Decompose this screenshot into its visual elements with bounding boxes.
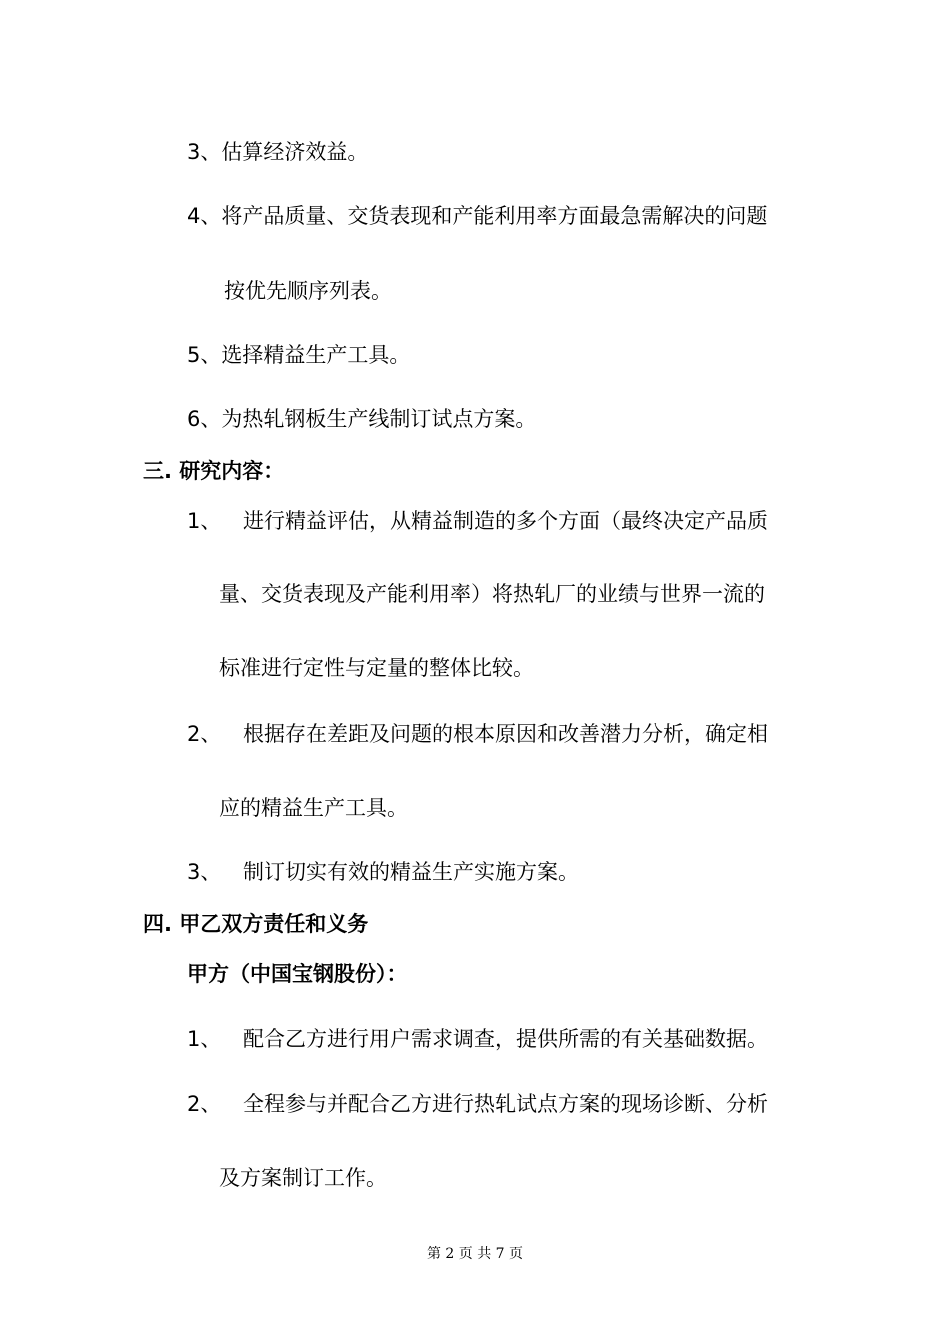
list-item-number: 3、	[187, 860, 222, 884]
list-item-text: 进行精益评估，从精益制造的多个方面（最终决定产品质	[243, 509, 768, 533]
list-item-continuation: 按优先顺序列表。	[224, 279, 392, 303]
page-number-footer: 第 2 页 共 7 页	[426, 1246, 524, 1262]
list-item-text: 全程参与并配合乙方进行热轧试点方案的现场诊断、分析	[243, 1092, 768, 1116]
list-item-text: 制订切实有效的精益生产实施方案。	[243, 860, 579, 884]
list-item-number: 1、	[187, 509, 222, 533]
list-item-text: 配合乙方进行用户需求调查，提供所需的有关基础数据。	[243, 1027, 768, 1051]
list-item-text: 根据存在差距及问题的根本原因和改善潜力分析，确定相	[243, 722, 768, 746]
list-item-text: 应的精益生产工具。	[219, 796, 408, 820]
party-a-heading: 甲方（中国宝钢股份）：	[187, 962, 408, 986]
list-item-text: 及方案制订工作。	[219, 1166, 387, 1190]
list-item-number: 2、	[187, 1092, 222, 1116]
list-item: 3、估算经济效益。	[187, 140, 369, 164]
section-heading-research-content: 三. 研究内容：	[143, 459, 285, 483]
list-item-text: 量、交货表现及产能利用率）将热轧厂的业绩与世界一流的	[219, 582, 765, 606]
list-item-number: 1、	[187, 1027, 222, 1051]
list-item-text: 标准进行定性与定量的整体比较。	[219, 656, 534, 680]
list-item-number: 2、	[187, 722, 222, 746]
list-item: 6、为热轧钢板生产线制订试点方案。	[187, 407, 537, 431]
list-item: 4、将产品质量、交货表现和产能利用率方面最急需解决的问题	[187, 204, 768, 228]
section-heading-responsibilities: 四. 甲乙双方责任和义务	[143, 912, 369, 936]
list-item: 5、选择精益生产工具。	[187, 343, 411, 367]
